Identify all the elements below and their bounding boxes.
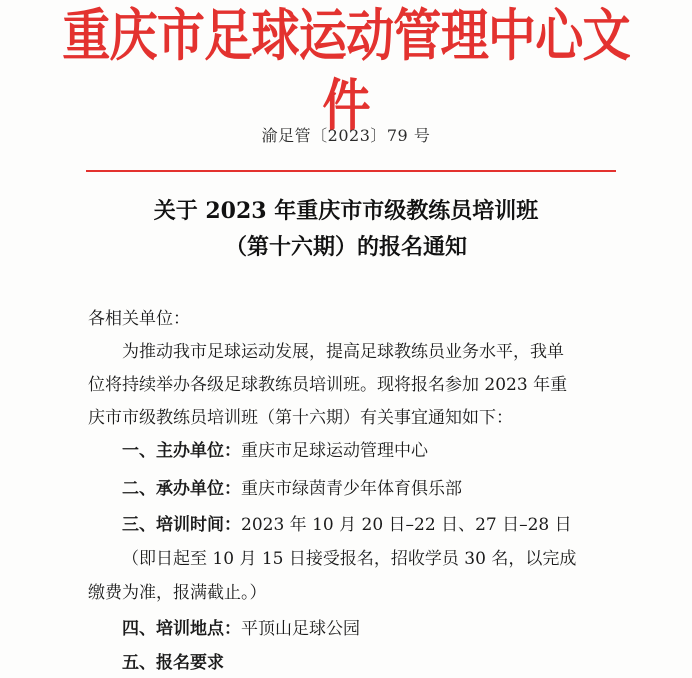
item-requirements-label: 五、报名要求 [122,653,224,673]
item-organizer-label: 一、主办单位： [122,441,241,461]
item-host [122,476,462,502]
item-time [122,512,572,538]
salutation: 各相关单位： [88,309,190,329]
item-host-value: 重庆市绿茵青少年体育俱乐部 [241,479,462,499]
red-divider-line [86,170,616,172]
document-number: 渝足管〔2023〕79 号 [261,126,431,145]
item-organizer [122,438,428,464]
item-location-label: 四、培训地点： [122,619,241,639]
item-location-value: 平顶山足球公园 [241,619,360,639]
item-time-value: 2023 年 10 月 20 日–22 日、27 日–28 日 [241,515,572,535]
registration-note-line-1: （即日起至 10 月 15 日接受报名，招收学员 30 名，以完成 [122,549,577,569]
item-location [122,616,360,642]
notice-title-line-1: 关于 2023 年重庆市市级教练员培训班 [153,198,539,224]
item-requirements [122,650,224,676]
document-header-title: 重庆市足球运动管理中心文件 [62,4,630,139]
item-organizer-value: 重庆市足球运动管理中心 [241,441,428,461]
intro-paragraph-line-3: 庆市市级教练员培训班（第十六期）有关事宜通知如下： [88,408,513,428]
item-time-label: 三、培训时间： [122,515,241,535]
intro-paragraph-line-2: 位将持续举办各级足球教练员培训班。现将报名参加 2023 年重 [88,375,568,395]
intro-paragraph-line-1: 为推动我市足球运动发展，提高足球教练员业务水平，我单 [122,342,564,362]
item-host-label: 二、承办单位： [122,479,241,499]
notice-title-line-2: （第十六期）的报名通知 [224,234,467,260]
registration-note-line-2: 缴费为准，报满截止。） [88,583,267,603]
